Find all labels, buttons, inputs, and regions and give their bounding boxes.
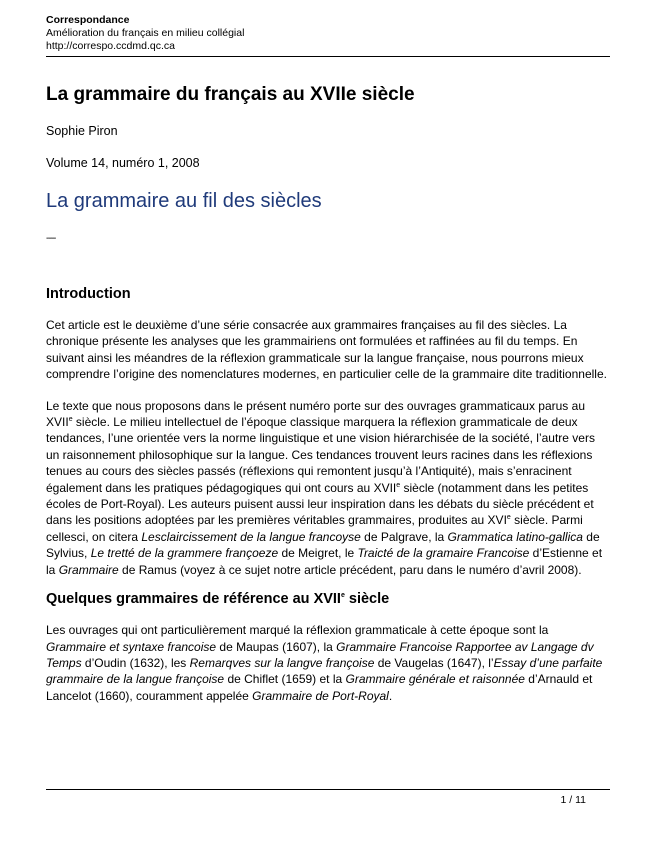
reference-heading: Quelques grammaires de référence au XVIIe siècle [46, 591, 390, 608]
intro-paragraph-1: Cet article est le deuxième d’une série consacrée aux grammaires françaises au fil des siècles. La chronique présente les analyses que les grammairiens ont formulées et raffinées au fil du temps. En suivant ainsi les méandres de la réflexion grammaticale sur la langue française, nous pourrons mieux comprendre l’origine des nomenclatures modernes, en particulier celle de la grammaire dite traditionnelle. [46, 318, 607, 382]
page-header [46, 14, 611, 53]
intro-paragraph-2: Le texte que nous proposons dans le présent numéro porte sur des ouvrages grammaticaux parus au XVIIe siècle. Le milieu intellectuel de l’époque classique marquera la réflexion grammaticale de deux tendances, l’une orientée vers la norme linguistique et une vision hiérarchisée de la société, l’autre vers un raisonnement philosophique sur la langue. Ces tendances trouvent leurs racines dans les réflexions tenues au cours des siècles passés (réflexions qui remontent jusqu’à l’Antiquité), mais s’enracinent également dans les pratiques pédagogiques qui ont cours au XVIIe siècle (notamment dans les petites écoles de Port-Royal). Les auteurs puisent aussi leur inspiration dans les débats du siècle précédent et dans les positions adoptées par les premières véritables grammaires, produites au XVIe siècle. Parmi cellesci, on citera Lesclaircissement de la langue francoyse de Palgrave, la Grammatica latino-gallica de Sylvius, Le tretté de la grammere françoeze de Meigret, le Traicté de la gramaire Francoise d’Estienne et la Grammaire de Ramus (voyez à ce sujet notre article précédent, paru dans le numéro d’avril 2008). [46, 398, 603, 577]
article-author: Sophie Piron [46, 124, 118, 138]
column-title: La grammaire au fil des siècles [46, 190, 322, 212]
page-number: 1 / 11 [560, 794, 586, 806]
separator: ---- [46, 233, 56, 244]
introduction-heading: Introduction [46, 286, 131, 302]
page-footer [46, 789, 610, 806]
article-volume: Volume 14, numéro 1, 2008 [46, 156, 200, 170]
document-page [46, 14, 611, 704]
publication-url[interactable]: http://correspo.ccdmd.qc.ca [46, 40, 175, 52]
publication-name: Correspondance [46, 14, 130, 26]
article-title: La grammaire du français au XVIIe siècle [46, 84, 415, 105]
publication-subtitle: Amélioration du français en milieu collégial [46, 27, 245, 39]
reference-paragraph: Les ouvrages qui ont particulièrement marqué la réflexion grammaticale à cette époque sont la Grammaire et syntaxe francoise de Maupas (1607), la Grammaire Francoise Rapportee av Langage dv Temps d’Oudin (1632), les Remarqves sur la langve françoise de Vaugelas (1647), l’Essay d’une parfaite grammaire de la langue françoise de Chiflet (1659) et la Grammaire générale et raisonnée d’Arnauld et Lancelot (1660), couramment appelée Grammaire de Port-Royal. [46, 623, 603, 703]
header-divider [46, 56, 610, 57]
footer-divider [46, 789, 610, 790]
